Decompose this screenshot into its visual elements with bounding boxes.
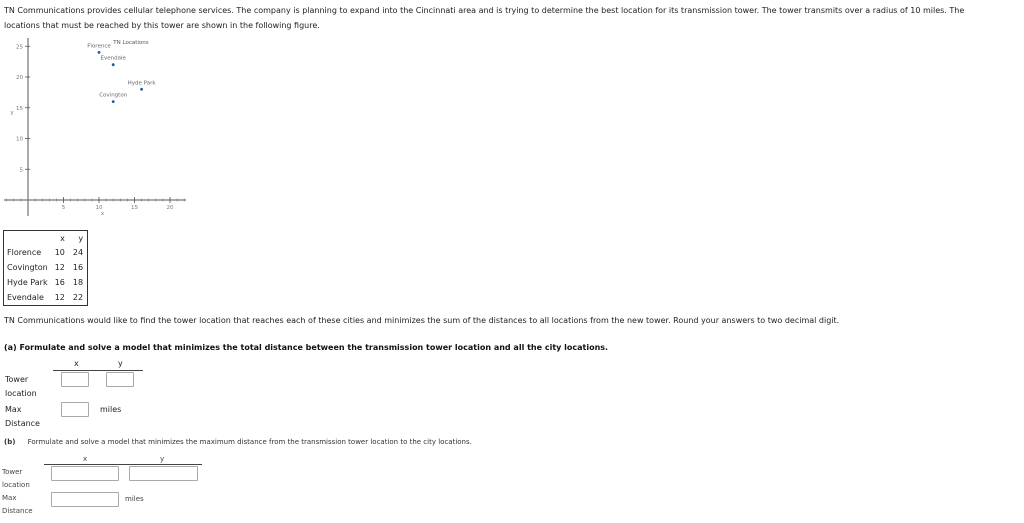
- part-a-header-rule: [53, 370, 143, 371]
- city-name: Florence: [7, 248, 42, 257]
- label-line: Tower: [5, 375, 29, 384]
- table-header-row: [4, 231, 87, 245]
- table-row: [4, 245, 87, 260]
- city-y: 18: [72, 278, 84, 287]
- table-header-x: x: [60, 233, 65, 243]
- data-point: [98, 51, 101, 54]
- city-x: 10: [54, 248, 65, 257]
- data-point: [112, 63, 115, 66]
- part-a-max-distance-label: [5, 403, 40, 431]
- part-b-text: Formulate and solve a model that minimizes the maximum distance from the transmission tower location to the city locations.: [27, 438, 472, 446]
- x-tick-label: 20: [166, 205, 174, 211]
- problem-statement: [4, 3, 1016, 33]
- part-b-tower-location-label: [2, 466, 30, 492]
- y-tick-label: 5: [19, 167, 23, 174]
- part-a-tower-location-label: [5, 373, 37, 401]
- label-line: Distance: [2, 507, 33, 515]
- label-line: Max: [5, 405, 22, 414]
- table-header-y: y: [78, 233, 84, 243]
- label-line: Max: [2, 494, 17, 502]
- part-b-col-x: x: [83, 455, 88, 463]
- y-tick-label: 10: [16, 136, 23, 143]
- point-label: Hyde Park: [127, 80, 156, 87]
- city-name: Covington: [7, 263, 48, 272]
- part-b-title: [4, 438, 472, 446]
- part-b-col-y: y: [160, 455, 165, 463]
- problem-line-1: TN Communications provides cellular telephone services. The company is planning to expand into the Cincinnati area and is trying to determine the best location for its transmission tower. The tower transmits over a radius of 10 miles. The: [4, 6, 965, 15]
- city-name: Hyde Park: [7, 278, 48, 287]
- y-tick-label: 15: [16, 105, 23, 112]
- label-line: location: [2, 481, 30, 489]
- part-b-tower-x-input[interactable]: [51, 466, 119, 481]
- locations-scatter-chart: [4, 34, 194, 224]
- part-a-col-y: y: [118, 359, 123, 368]
- city-y: 22: [72, 293, 84, 302]
- city-x: 12: [54, 263, 65, 272]
- chart-title: TN Locations: [113, 40, 149, 46]
- table-row: [4, 260, 87, 275]
- part-b-max-distance-label: [2, 492, 33, 518]
- table-header-name: [4, 231, 51, 245]
- label-line: location: [5, 389, 37, 398]
- y-axis-label: y: [10, 109, 14, 116]
- x-tick-label: 15: [131, 205, 138, 211]
- part-b-tag: (b): [4, 438, 16, 446]
- part-a-tower-x-input[interactable]: [61, 372, 89, 387]
- part-a-distance-input[interactable]: [61, 402, 89, 417]
- locations-table: [3, 230, 88, 306]
- part-b-unit: miles: [125, 495, 144, 503]
- label-line: Distance: [5, 419, 40, 428]
- part-a-title: (a) Formulate and solve a model that minimizes the total distance between the transmission tower location and all the city locations.: [4, 343, 609, 352]
- part-a-col-x: x: [74, 359, 79, 368]
- city-y: 16: [72, 263, 84, 272]
- city-x: 16: [54, 278, 65, 287]
- part-a-unit: miles: [100, 405, 122, 414]
- label-line: Tower: [2, 468, 23, 476]
- x-tick-label: 10: [95, 205, 103, 211]
- point-label: Covington: [99, 92, 128, 99]
- part-a-tower-y-input[interactable]: [106, 372, 134, 387]
- question-sentence: TN Communications would like to find the tower location that reaches each of these cities and minimizes the sum of the distances to all locations from the new tower. Round your answers to two decimal digit.: [4, 316, 840, 325]
- x-axis-label: x: [100, 211, 105, 217]
- y-tick-label: 25: [16, 44, 23, 51]
- table-row: [4, 290, 87, 305]
- point-label: Florence: [87, 43, 111, 50]
- city-x: 12: [54, 293, 65, 302]
- problem-line-2: locations that must be reached by this tower are shown in the following figure.: [4, 21, 320, 30]
- x-tick-label: 5: [61, 205, 66, 211]
- city-name: Evendale: [7, 293, 44, 302]
- point-label: Evendale: [100, 55, 126, 62]
- part-b-header-rule: [44, 464, 202, 465]
- city-y: 24: [72, 248, 84, 257]
- y-tick-label: 20: [16, 75, 23, 81]
- part-b-distance-input[interactable]: [51, 492, 119, 507]
- data-point: [140, 88, 143, 91]
- data-point: [112, 100, 115, 103]
- part-b-tower-y-input[interactable]: [129, 466, 198, 481]
- table-row: [4, 275, 87, 290]
